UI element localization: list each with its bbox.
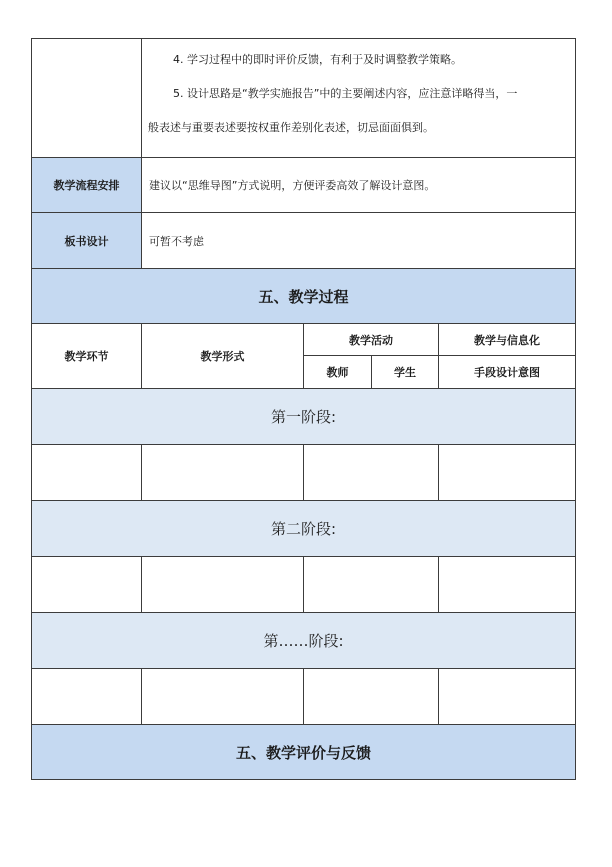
stage-content-row-3	[32, 669, 576, 725]
stage-content-row-1	[32, 445, 576, 501]
header-form: 教学形式	[142, 324, 304, 389]
notes-row	[32, 39, 576, 158]
stage-1-cell-design	[439, 445, 576, 501]
stage-2-cell-form	[142, 557, 304, 613]
header-design-line1: 教学与信息化	[439, 324, 576, 356]
header-row-1	[32, 324, 576, 356]
note-item-5: 5. 设计思路是“教学实施报告”中的主要阐述内容，应注意详略得当，一	[173, 87, 518, 100]
stage-row-2	[32, 501, 576, 557]
note-item-4: 4. 学习过程中的即时评价反馈，有利于及时调整教学策略。	[173, 53, 462, 66]
stage-row-3	[32, 613, 576, 669]
lesson-plan-table	[31, 38, 576, 780]
flow-row	[32, 158, 576, 213]
board-text: 可暂不考虑	[142, 213, 576, 269]
stage-3-cell-activity	[304, 669, 439, 725]
stage-2-cell-stage	[32, 557, 142, 613]
header-stage: 教学环节	[32, 324, 142, 389]
notes-label-cell	[32, 39, 142, 158]
stage-row-1	[32, 389, 576, 445]
note-item-5-continued: 般表述与重要表述要按权重作差别化表述，切忌面面俱到。	[148, 121, 434, 134]
header-student: 学生	[372, 356, 439, 389]
flow-label: 教学流程安排	[32, 158, 142, 213]
section-title-row	[32, 269, 576, 324]
stage-3-cell-design	[439, 669, 576, 725]
stage-1-cell-form	[142, 445, 304, 501]
stage-content-row-2	[32, 557, 576, 613]
stage-3-cell-stage	[32, 669, 142, 725]
stage-3-cell-form	[142, 669, 304, 725]
header-teacher: 教师	[304, 356, 372, 389]
flow-text: 建议以“思维导图”方式说明，方便评委高效了解设计意图。	[142, 158, 576, 213]
stage-1-cell-activity	[304, 445, 439, 501]
stage-2-cell-activity	[304, 557, 439, 613]
header-design-line2: 手段设计意图	[439, 356, 576, 389]
section-title-teaching-process: 五、教学过程	[32, 269, 576, 324]
section-title-row-2	[32, 725, 576, 780]
stage-title-2: 第二阶段:	[32, 501, 576, 557]
stage-2-cell-design	[439, 557, 576, 613]
section-title-evaluation: 五、教学评价与反馈	[32, 725, 576, 780]
board-label: 板书设计	[32, 213, 142, 269]
stage-1-cell-stage	[32, 445, 142, 501]
document-page	[31, 38, 575, 780]
stage-title-3: 第……阶段:	[32, 613, 576, 669]
header-activity: 教学活动	[304, 324, 439, 356]
board-row	[32, 213, 576, 269]
notes-cell	[142, 39, 576, 158]
stage-title-1: 第一阶段:	[32, 389, 576, 445]
